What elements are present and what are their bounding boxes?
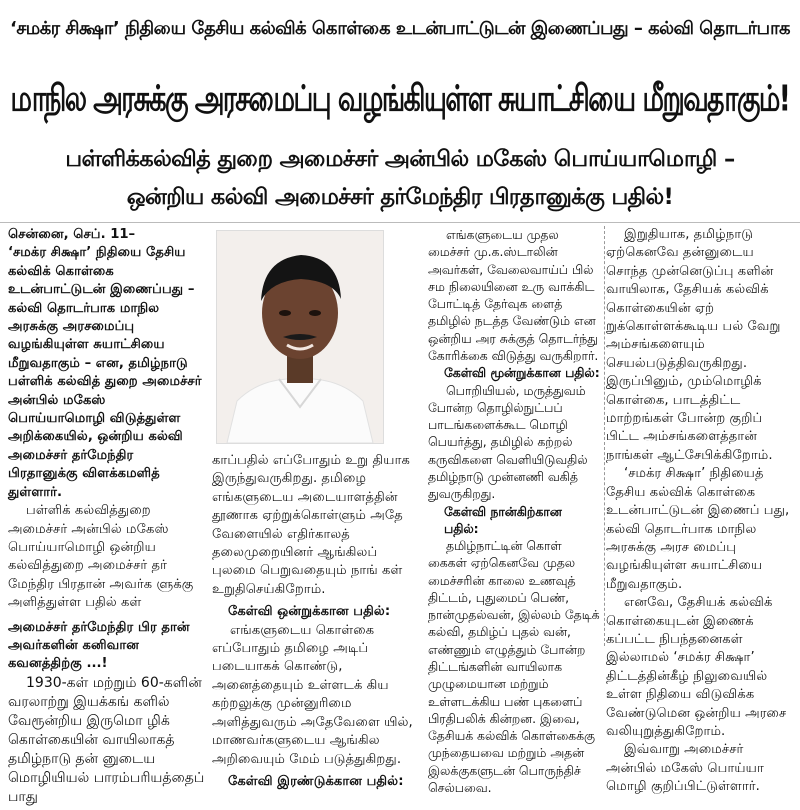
body-paragraph: பள்ளிக் கல்வித்துறை அமைச்சர் அன்பில் மகேஸ் பொய்யாமொழி ஒன்றிய கல்வித்துறை அமைச்சர் தர் மேந்திர பிரதான் அவர்க ளுக்கு அளித்துள்ள பதில் கள்	[8, 503, 194, 611]
question-4-answer: தமிழ்நாட்டின் கொள் கைகள் ஏற்கெனவே முதல மைச்சரின் காலை உணவுத் திட்டம், புதுமைப் பெண், நான்முதல்வன், இல்லம் தேடிக் கல்வி, தமிழ்ப் புதல் வன், எண்ணும் எழுத்தும் போன்ற திட்டங்களின் வாயிலாக முழுமையான மற்றும் உள்ளடக்கிய பண் புகளைப் பிரதிபலிக் கின்றன. இவை, தேசியக் கல்விக் கொள்கைக்கு முந்தையவை மற்றும் அதன் இலக்குகளுடன் பொருந்திச் செல்பவை.	[428, 538, 600, 795]
body-paragraph: எனவே, தேசியக் கல்விக் கொள்கையுடன் இணைக் கப்பட்ட நிபந்தனைகள் இல்லாமல் ‘சமக்ர சிக்ஷா’ திட்டத்தின்கீழ் நிலுவையில் உள்ள நிதியை விடுவிக்க வேண்டுமென ஒன்றிய அரசை வலியுறுத்துகிறோம்.	[606, 595, 787, 739]
body-paragraph: காப்பதில் எப்போதும் உறு தியாக இருந்துவருகிறது. தமிழை எங்களுடைய அடையாளத்தின் தூணாக ஏற்றுக்கொள்ளும் அதே வேளையில் எதிர்காலத் தலைமுறையினர் ஆங்கிலப் புலமை பெறுவதையும் நாங் கள் உறுதிசெய்கிறோம்.	[212, 453, 410, 597]
question-1-heading: கேள்வி ஒன்றுக்கான பதில்:	[228, 604, 391, 620]
article-column-1	[8, 226, 206, 807]
body-paragraph: ‘சமக்ர சிக்ஷா’ நிதியைத் தேசிய கல்விக் கொள்கை உடன்பாட்டுடன் இணைப் பது, கல்வி தொடர்பாக மாநில அரசுக்கு அரச மைப்பு வழங்கியுள்ள சுயாட்சியை மீறுவதாகும்.	[606, 466, 790, 592]
lead-paragraph: ‘சமக்ர சிக்ஷா’ நிதியை தேசிய கல்விக் கொள்கை உடன்பாட்டுடன் இணைப்பது – கல்வி தொடர்பாக மாநில அரசுக்கு அரசமைப்பு வழங்கியுள்ள சுயாட்சியை மீறுவதாகும் – என, தமிழ்நாடு பள்ளிக் கல்வித் துறை அமைச்சர் அன்பில் மகேஸ் பொய்யாமொழி விடுத்துள்ள அறிக்கையில், ஒன்றிய கல்வி அமைச்சர் தர்மேந்திர பிரதானுக்கு விளக்கமளித் துள்ளார்.	[8, 245, 202, 500]
body-paragraph: 1930-கள் மற்றும் 60-களின் வரலாற்று இயக்கங் களில் வேரூன்றிய இருமொ ழிக் கொள்கையின் வாயிலாகத் தமிழ்நாடு தன் னுடைய மொழியியல் பாரம்பரியத்தைப் பாது	[8, 674, 205, 805]
closing-paragraph: இவ்வாறு அமைச்சர் அன்பில் மகேஸ் பொய்யா மொழி குறிப்பிட்டுள்ளார்.	[606, 742, 764, 795]
subheadline-line-1: பள்ளிக்கல்வித் துறை அமைச்சர் அன்பில் மகேஸ் பொய்யாமொழி –	[65, 146, 735, 172]
body-paragraph: எங்களுடைய முதல மைச்சர் மு.க.ஸ்டாலின் அவர்கள், வேலைவாய்ப் பில் சம நிலையினை உரு வாக்கிட போட்டித் தேர்வுக ளைத் தமிழில் நடத்த வேண்டும் என ஒன்றிய அர சுக்குத் தொடர்ந்து கோரிக்கை விடுத்து வருகிறார்.	[428, 227, 599, 363]
dateline: சென்னை, செப். 11–	[8, 227, 136, 242]
body-paragraph: இறுதியாக, தமிழ்நாடு ஏற்கெனவே தன்னுடைய சொந்த முன்னெடுப்பு களின் வாயிலாக, தேசியக் கல்விக் கொள்கையின் ஏற் றுக்கொள்ளக்கூடிய பல் வேறு அம்சங்களையும் செயல்படுத்திவருகிறது. இருப்பினும், மும்மொழிக் கொள்கை, பாடத்திட்ட மாற்றங்கள் போன்ற குறிப் பிட்ட அம்சங்களைத்தான் நாங்கள் ஆட்சேபிக்கிறோம்.	[606, 227, 781, 463]
article-column-3	[428, 226, 600, 796]
question-1-answer: எங்களுடைய கொள்கை எப்போதும் தமிழை அடிப் படையாகக் கொண்டு, அனைத்தையும் உள்ளடக் கிய கற்றலுக்கு முன்னுரிமை அளித்துவரும் அதேவேளை யில், மாணவர்களுடைய ஆங்கில அறிவையும் மேம் படுத்துகிறது.	[212, 622, 413, 767]
article-column-4	[606, 226, 794, 797]
kicker: ‘சமக்ர சிக்ஷா’ நிதியை தேசிய கல்விக் கொள்கை உடன்பாட்டுடன் இணைப்பது – கல்வி தொடர்பாக	[10, 17, 790, 39]
column-divider	[604, 226, 605, 646]
article-column-2	[212, 452, 422, 791]
question-4-heading: கேள்வி நான்கிற்கான பதில்:	[444, 503, 562, 536]
section-subhead: அமைச்சர் தர்மேந்திர பிர தான் அவர்களின் கனிவான கவனத்திற்கு ...!	[8, 619, 190, 672]
minister-photo	[216, 230, 384, 444]
question-3-heading: கேள்வி மூன்றுக்கான பதில்:	[444, 365, 600, 381]
question-2-heading: கேள்வி இரண்டுக்கான பதில்:	[228, 773, 404, 789]
headline: மாநில அரசுக்கு அரசமைப்பு வழங்கியுள்ள சுயாட்சியை மீறுவதாகும்!	[10, 78, 790, 120]
portrait-photo-icon	[217, 231, 383, 443]
header-divider	[0, 222, 800, 223]
question-3-answer: பொறியியல், மருத்துவம் போன்ற தொழில்நுட்பப் பாடங்களைக்கூட மொழி பெயர்த்து, தமிழில் கற்றல் கருவிகளை வெளியிடுவதில் தமிழ்நாடு முன்னணி வகித் துவருகிறது.	[428, 382, 588, 502]
subheadline-line-2: ஒன்றிய கல்வி அமைச்சர் தர்மேந்திர பிரதானுக்கு பதில்!	[126, 184, 674, 210]
